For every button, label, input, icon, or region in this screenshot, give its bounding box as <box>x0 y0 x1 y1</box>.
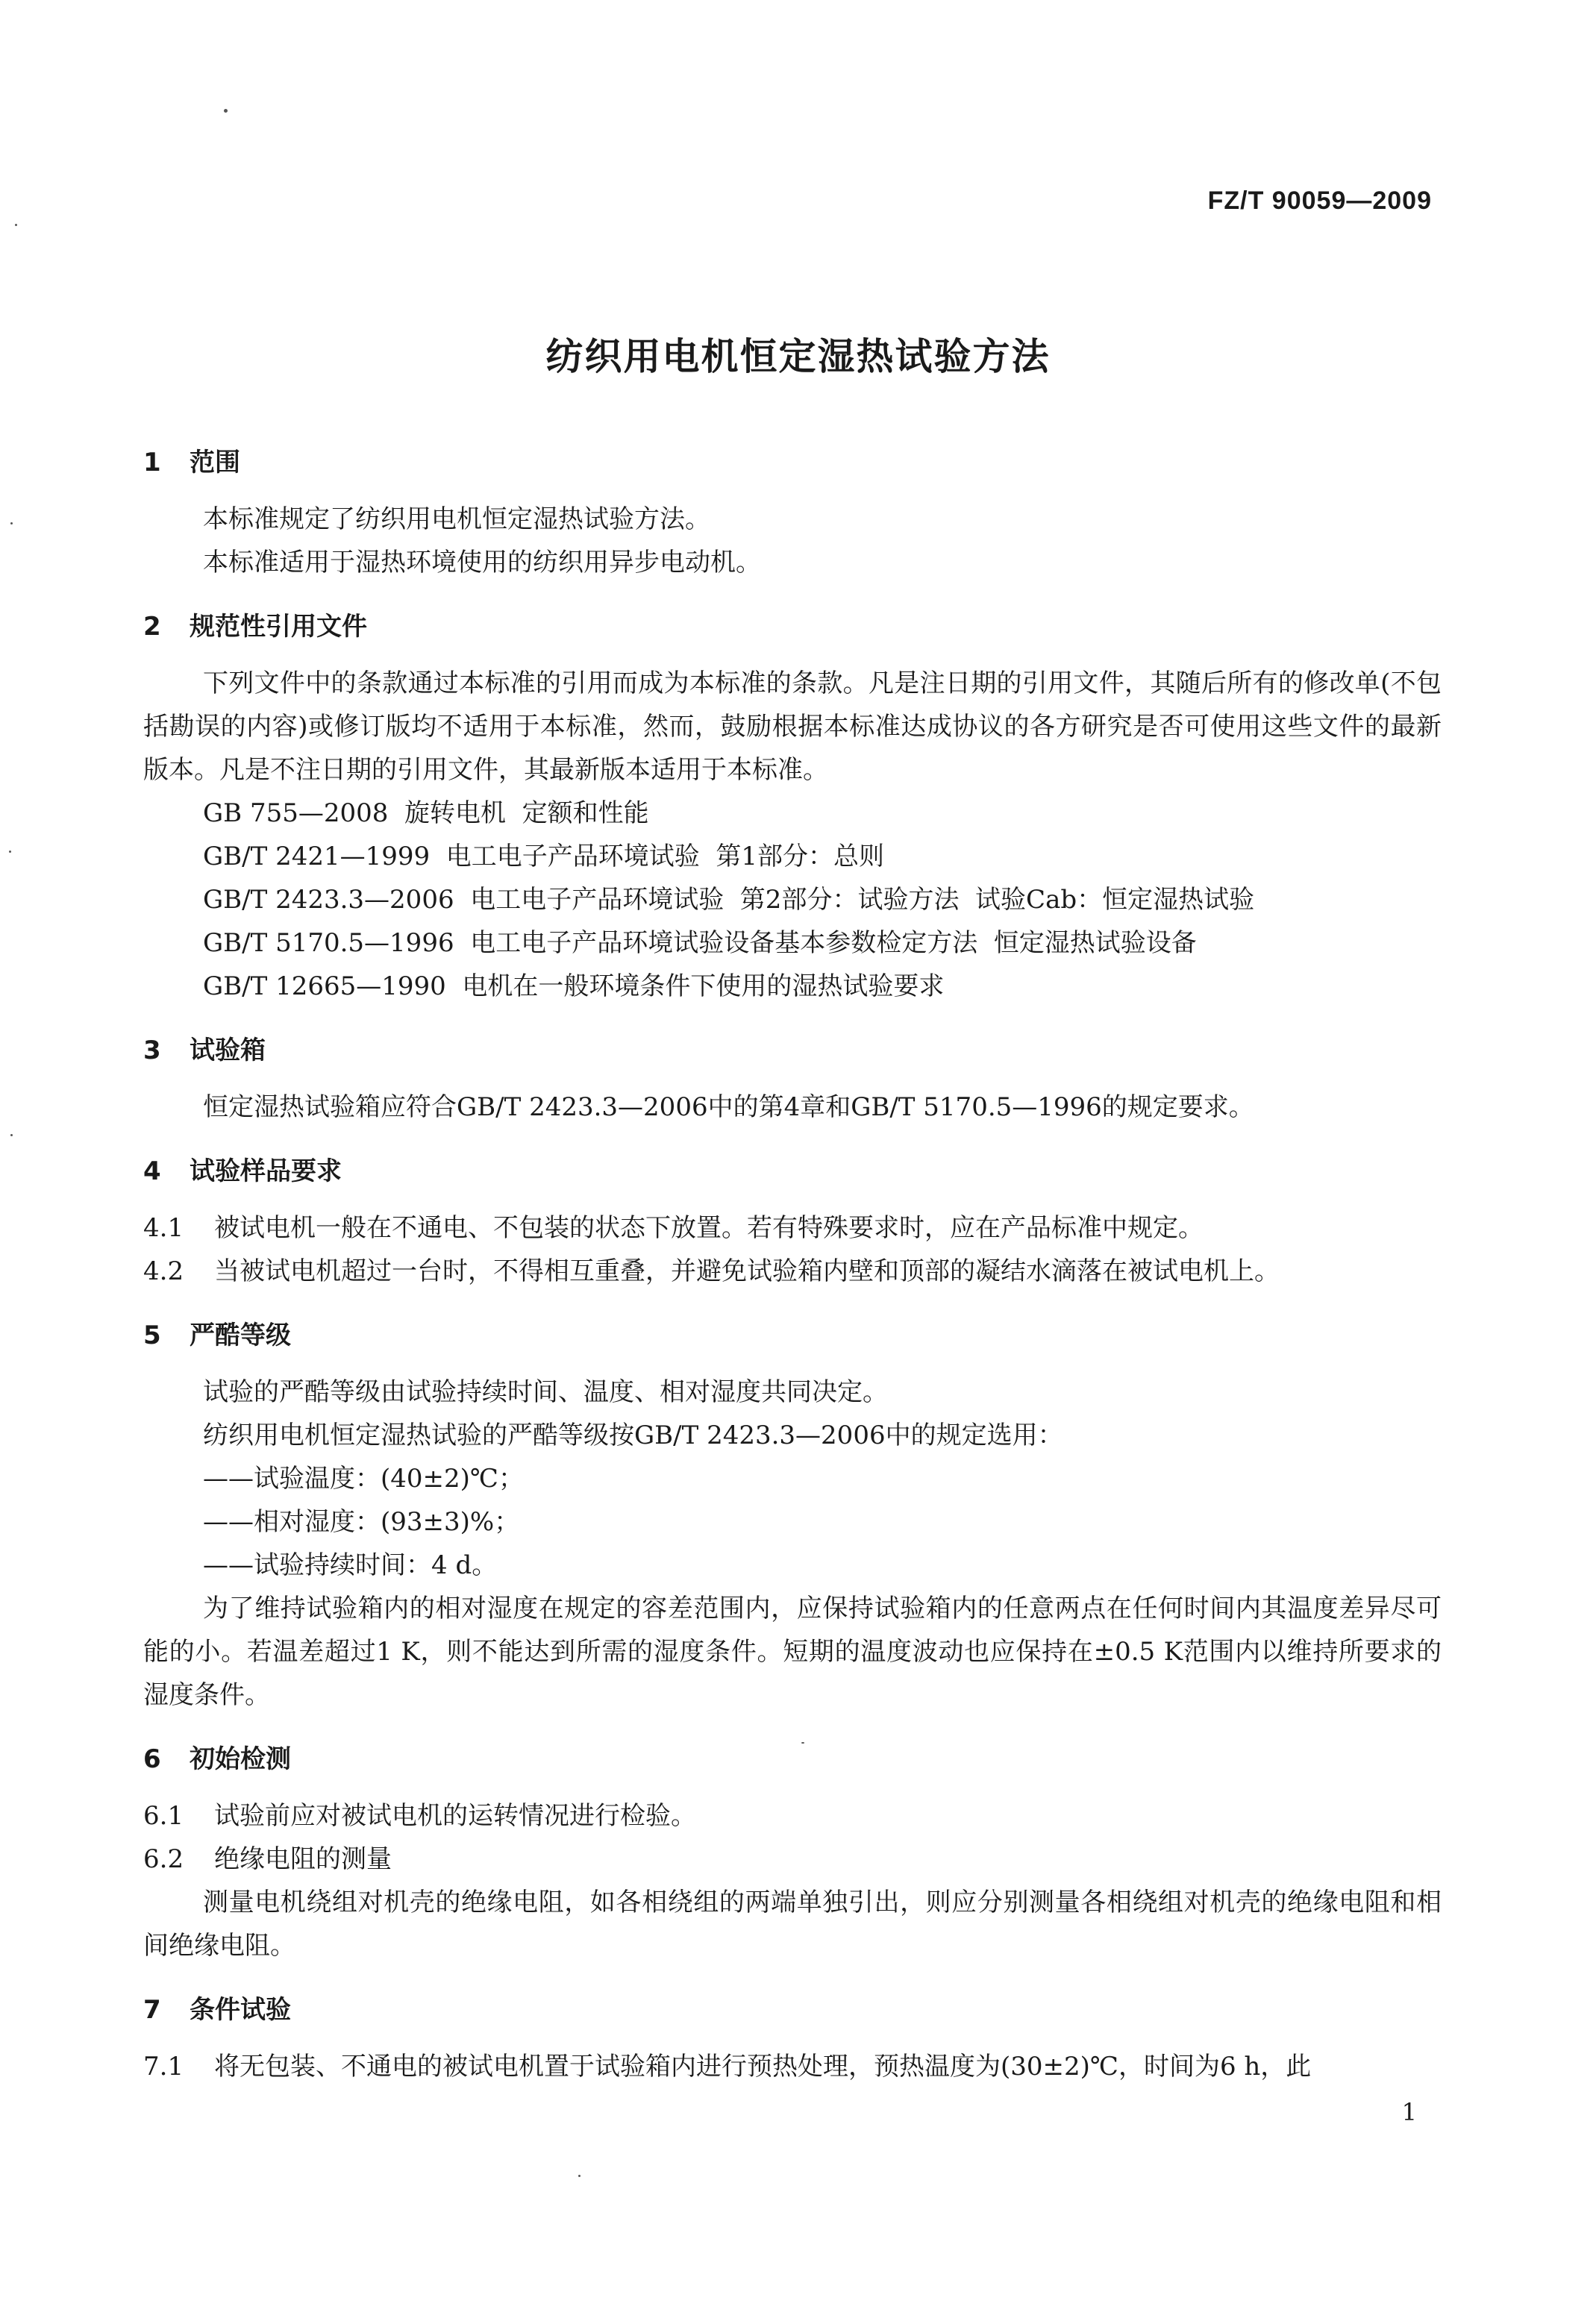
scan-speck <box>9 851 11 853</box>
reference-item: GB/T 2421—1999 电工电子产品环境试验 第1部分：总则 <box>203 842 885 871</box>
clause <box>143 1206 1442 1250</box>
section-title: 初始检测 <box>190 1744 291 1774</box>
paragraph: 为了维持试验箱内的相对湿度在规定的容差范围内，应保持试验箱内的任意两点在任何时间内其温度差异尽可能的小。若温差超过1 K，则不能达到所需的湿度条件。短期的温度波动也应保持在±0.5 K范围内以维持所要求的湿度条件。 <box>143 1594 1442 1710</box>
document-title: 纺织用电机恒定湿热试验方法 <box>545 335 1051 378</box>
paragraph: 本标准规定了纺织用电机恒定湿热试验方法。 <box>203 504 710 534</box>
reference-item: GB/T 12665—1990 电机在一般环境条件下使用的湿热试验要求 <box>203 971 945 1001</box>
clause-number: 6.2 <box>143 1844 184 1874</box>
scan-speck <box>10 522 13 524</box>
paragraph: 测量电机绕组对机壳的绝缘电阻，如各相绕组的两端单独引出，则应分别测量各相绕组对机壳的绝缘电阻和相间绝缘电阻。 <box>143 1888 1442 1961</box>
clause-text: 将无包装、不通电的被试电机置于试验箱内进行预热处理，预热温度为(30±2)℃，时间为6 h，此 <box>214 2052 1312 2082</box>
section-number: 4 <box>143 1156 161 1186</box>
paragraph: 下列文件中的条款通过本标准的引用而成为本标准的条款。凡是注日期的引用文件，其随后所有的修改单(不包括勘误的内容)或修订版均不适用于本标准，然而，鼓励根据本标准达成协议的各方研究是否可使用这些文件的最新版本。凡是不注日期的引用文件，其最新版本适用于本标准。 <box>143 668 1442 785</box>
clause-heading <box>143 1838 1442 1881</box>
section-title: 条件试验 <box>190 1995 291 2025</box>
section-heading-conditioning-test <box>143 1991 1442 2029</box>
clause <box>143 1250 1442 1293</box>
section-number: 2 <box>143 612 161 642</box>
clause-title: 绝缘电阻的测量 <box>214 1844 392 1874</box>
scan-speck <box>15 224 17 226</box>
document-body <box>143 444 1442 2088</box>
scan-speck <box>10 1134 13 1136</box>
clause-text: 当被试电机超过一台时，不得相互重叠，并避免试验箱内壁和顶部的凝结水滴落在被试电机上。 <box>214 1256 1280 1286</box>
clause <box>143 1794 1442 1838</box>
paragraph: 纺织用电机恒定湿热试验的严酷等级按GB/T 2423.3—2006中的规定选用： <box>203 1421 1063 1450</box>
page-number: 1 <box>1401 2098 1417 2126</box>
paragraph: 本标准适用于湿热环境使用的纺织用异步电动机。 <box>203 548 761 577</box>
section-number: 3 <box>143 1036 161 1065</box>
clause <box>143 2045 1442 2088</box>
paragraph: 试验的严酷等级由试验持续时间、温度、相对湿度共同决定。 <box>203 1377 888 1407</box>
section-title: 试验箱 <box>190 1036 266 1065</box>
section-heading-sample-requirements <box>143 1153 1442 1190</box>
clause-text: 试验前应对被试电机的运转情况进行检验。 <box>214 1801 696 1831</box>
section-heading-scope <box>143 444 1442 481</box>
section-number: 6 <box>143 1744 161 1774</box>
list-item: ——试验温度：(40±2)℃； <box>203 1464 524 1494</box>
scan-speck <box>578 2175 580 2177</box>
clause-number: 4.1 <box>143 1213 184 1243</box>
reference-item: GB/T 5170.5—1996 电工电子产品环境试验设备基本参数检定方法 恒定湿热试验设备 <box>203 928 1197 958</box>
section-heading-test-chamber <box>143 1032 1442 1069</box>
clause-number: 6.1 <box>143 1801 184 1831</box>
standard-code: FZ/T 90059—2009 <box>1207 187 1432 215</box>
section-heading-normative-references <box>143 608 1442 645</box>
section-number: 1 <box>143 448 161 477</box>
section-heading-severity <box>143 1317 1442 1354</box>
clause-number: 7.1 <box>143 2052 184 2082</box>
section-title: 规范性引用文件 <box>190 612 367 642</box>
reference-item: GB 755—2008 旋转电机 定额和性能 <box>203 798 649 828</box>
section-title: 严酷等级 <box>190 1321 291 1350</box>
section-number: 7 <box>143 1995 161 2025</box>
list-item: ——试验持续时间：4 d。 <box>203 1550 498 1580</box>
section-title: 试验样品要求 <box>190 1156 342 1186</box>
section-number: 5 <box>143 1321 161 1350</box>
paragraph: 恒定湿热试验箱应符合GB/T 2423.3—2006中的第4章和GB/T 5170.5—1996的规定要求。 <box>203 1092 1254 1122</box>
scan-speck <box>801 1742 804 1744</box>
section-title: 范围 <box>190 448 240 477</box>
scan-speck <box>224 109 228 113</box>
clause-number: 4.2 <box>143 1256 184 1286</box>
section-heading-initial-inspection <box>143 1741 1442 1778</box>
clause-text: 被试电机一般在不通电、不包装的状态下放置。若有特殊要求时，应在产品标准中规定。 <box>214 1213 1204 1243</box>
list-item: ——相对湿度：(93±3)%； <box>203 1507 520 1537</box>
reference-item: GB/T 2423.3—2006 电工电子产品环境试验 第2部分：试验方法 试验Cab：恒定湿热试验 <box>203 885 1255 915</box>
